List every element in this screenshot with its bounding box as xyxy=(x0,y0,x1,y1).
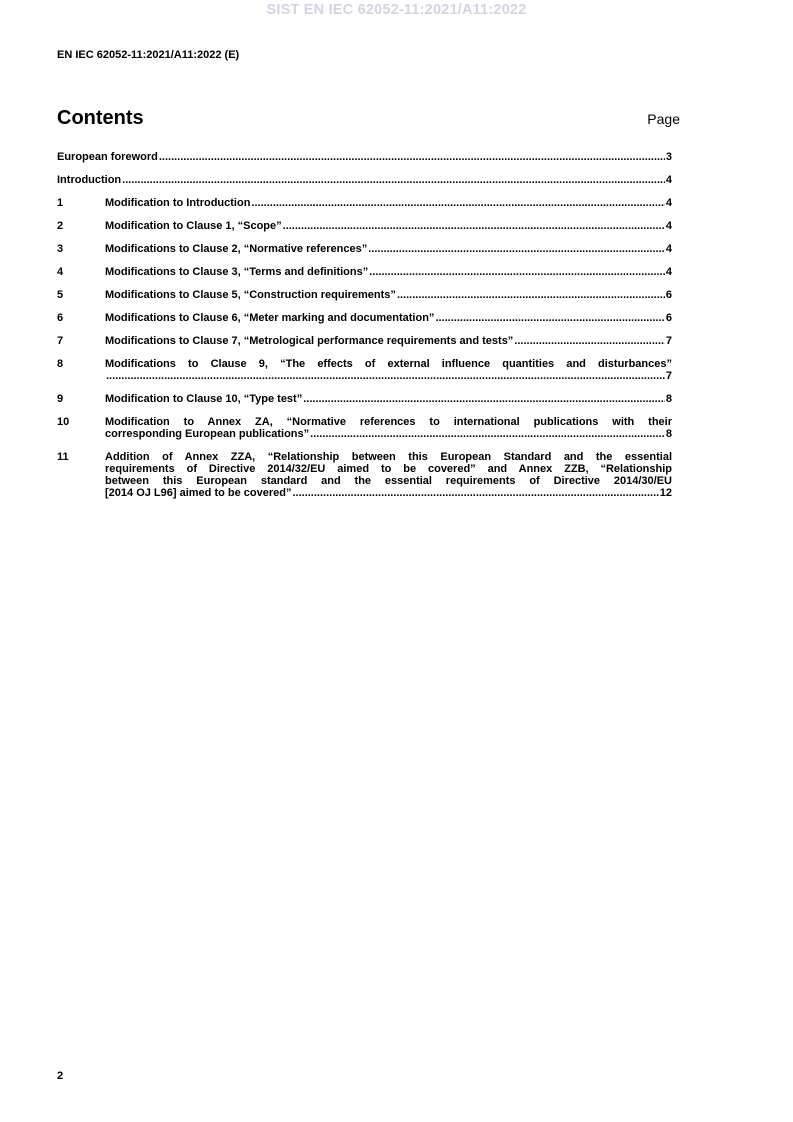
toc-entry-number: 4 xyxy=(57,266,64,278)
toc-entry-title: Modifications to Clause 5, “Construction requirements” xyxy=(105,289,396,301)
toc-entry-1[interactable] xyxy=(57,197,672,209)
toc-entry-number: 11 xyxy=(57,451,69,463)
toc-entry-4[interactable] xyxy=(57,266,672,278)
toc-entry-page: 4 xyxy=(665,197,672,209)
toc-entry-page: 7 xyxy=(665,370,672,382)
toc-entry-9[interactable] xyxy=(57,393,672,405)
leader-dots xyxy=(368,243,665,255)
toc-entry-page: 4 xyxy=(665,174,672,186)
toc-entry-title: Modification to Introduction xyxy=(105,197,251,209)
toc-entry-title: Modifications to Clause 3, “Terms and definitions” xyxy=(105,266,369,278)
toc-entry-page: 6 xyxy=(665,312,672,324)
toc-entry-10[interactable] xyxy=(57,416,672,440)
toc-entry-page: 4 xyxy=(665,220,672,232)
toc-entry-title: Modification to Clause 10, “Type test” xyxy=(105,393,303,405)
leader-dots xyxy=(369,266,665,278)
toc-entry-title: Modifications to Clause 2, “Normative references” xyxy=(105,243,368,255)
document-identifier: EN IEC 62052-11:2021/A11:2022 (E) xyxy=(57,49,240,61)
toc-entry-title-continued: between this European standard and the essential requirements of Directive 2014/30/EU xyxy=(105,475,672,487)
toc-entry-page: 8 xyxy=(665,393,672,405)
page-number: 2 xyxy=(57,1070,64,1082)
leader-dots xyxy=(122,174,665,186)
toc-entry-title: Modification to Clause 1, “Scope” xyxy=(105,220,282,232)
contents-title: Contents xyxy=(57,107,144,129)
toc-entry-title: Addition of Annex ZZA, “Relationship between this European Standard and the essential xyxy=(105,451,672,463)
toc-entry-title: Modifications to Clause 6, “Meter marking and documentation” xyxy=(105,312,435,324)
toc-entry-title: Introduction xyxy=(57,174,122,186)
contents-header xyxy=(57,107,680,130)
page-column-label: Page xyxy=(647,111,680,127)
toc-entry-introduction[interactable] xyxy=(57,174,672,186)
leader-dots xyxy=(251,197,664,209)
toc-entry-number: 3 xyxy=(57,243,64,255)
leader-dots xyxy=(397,289,665,301)
toc-entry-page: 7 xyxy=(665,335,672,347)
toc-entry-number: 5 xyxy=(57,289,64,301)
watermark: SIST EN IEC 62052-11:2021/A11:2022 xyxy=(266,2,527,18)
toc-entry-6[interactable] xyxy=(57,312,672,324)
toc-entry-page: 12 xyxy=(659,487,672,499)
toc-entry-number: 6 xyxy=(57,312,64,324)
toc-entry-number: 7 xyxy=(57,335,64,347)
toc-entry-2[interactable] xyxy=(57,220,672,232)
toc-entry-title: Modifications to Clause 9, “The effects of external influence quantities and disturbances” xyxy=(105,358,672,370)
toc-entry-page: 6 xyxy=(665,289,672,301)
toc-entry-title: Modification to Annex ZA, “Normative references to international publications with their xyxy=(105,416,672,428)
toc-entry-page: 4 xyxy=(665,266,672,278)
toc-entry-5[interactable] xyxy=(57,289,672,301)
toc-entry-8[interactable] xyxy=(57,358,672,382)
toc-entry-title: European foreword xyxy=(57,151,158,163)
toc-entry-title-continued: requirements of Directive 2014/32/EU aimed to be covered” and Annex ZZB, “Relationship xyxy=(105,463,672,475)
toc-entry-7[interactable] xyxy=(57,335,672,347)
toc-entry-number: 10 xyxy=(57,416,70,428)
toc-entry-page: 4 xyxy=(665,243,672,255)
leader-dots xyxy=(310,428,665,440)
toc-entry-3[interactable] xyxy=(57,243,672,255)
toc-entry-number: 1 xyxy=(57,197,64,209)
leader-dots xyxy=(106,370,665,382)
leader-dots xyxy=(292,487,658,499)
toc-entry-title: Modifications to Clause 7, “Metrological performance requirements and tests” xyxy=(105,335,514,347)
leader-dots xyxy=(435,312,664,324)
leader-dots xyxy=(514,335,665,347)
leader-dots xyxy=(303,393,665,405)
table-of-contents xyxy=(57,151,672,510)
toc-entry-page: 8 xyxy=(665,428,672,440)
leader-dots xyxy=(159,151,665,163)
toc-entry-11[interactable] xyxy=(57,451,672,499)
toc-entry-number: 9 xyxy=(57,393,64,405)
toc-entry-title-continued: [2014 OJ L96] aimed to be covered” xyxy=(105,487,292,499)
toc-entry-european-foreword[interactable] xyxy=(57,151,672,163)
leader-dots xyxy=(283,220,665,232)
toc-entry-number: 2 xyxy=(57,220,64,232)
toc-entry-title-continued: corresponding European publications” xyxy=(105,428,310,440)
toc-entry-page: 3 xyxy=(665,151,672,163)
toc-entry-number: 8 xyxy=(57,358,64,370)
